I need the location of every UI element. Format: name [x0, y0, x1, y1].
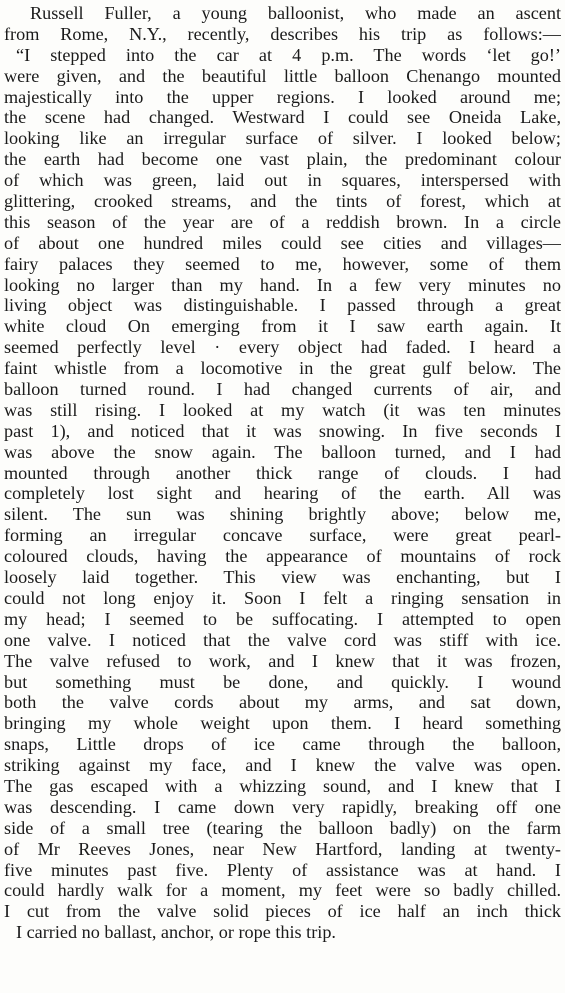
- text-line: but something must be done, and quickly. I wound: [4, 671, 561, 692]
- text-line: The valve refused to work, and I knew that it was frozen,: [4, 650, 561, 671]
- text-line: fairy palaces they seemed to me, however, some of them: [4, 253, 561, 274]
- text-line: looking like an irregular surface of silver. I looked below;: [4, 128, 561, 149]
- text-line: my head; I seemed to be suffocating. I attempted to open: [4, 608, 561, 629]
- text-line: Russell Fuller, a young balloonist, who made an ascent: [30, 3, 561, 23]
- text-line: were given, and the beautiful little balloon Chenango mounted: [4, 65, 561, 86]
- text-line: seemed perfectly level · every object had faded. I heard a: [4, 337, 561, 358]
- text-line: this season of the year are of a reddish brown. In a circle: [4, 211, 561, 232]
- text-line: could not long enjoy it. Soon I felt a ringing sensation in: [4, 587, 561, 608]
- text-line: living object was distinguishable. I passed through a great: [4, 295, 561, 316]
- text-line: of about one hundred miles could see cities and villages—: [4, 232, 561, 253]
- text-line: striking against my face, and I knew the valve was open.: [4, 755, 561, 776]
- text-line: the earth had become one vast plain, the predominant colour: [4, 149, 561, 170]
- text-line: “I stepped into the car at 4 p.m. The words ‘let go!’: [16, 44, 561, 65]
- text-line: of Mr Reeves Jones, near New Hartford, landing at twenty-: [4, 838, 561, 859]
- text-line: white cloud On emerging from it I saw earth again. It: [4, 316, 561, 337]
- text-line: faint whistle from a locomotive in the great gulf below. The: [4, 358, 561, 379]
- article-body: [4, 3, 561, 943]
- text-line: looking no larger than my hand. In a few very minutes no: [4, 274, 561, 295]
- text-line: forming an irregular concave surface, were great pearl-: [4, 525, 561, 546]
- text-line: side of a small tree (tearing the balloon badly) on the farm: [4, 817, 561, 838]
- text-line: mounted through another thick range of clouds. I had: [4, 462, 561, 483]
- text-line: bringing my whole weight upon them. I heard something: [4, 713, 561, 734]
- text-line: was descending. I came down very rapidly, breaking off one: [4, 796, 561, 817]
- text-line: silent. The sun was shining brightly above; below me,: [4, 504, 561, 525]
- text-line: of which was green, laid out in squares, interspersed with: [4, 170, 561, 191]
- text-line: past 1), and noticed that it was snowing. In five seconds I: [4, 420, 561, 441]
- text-line: coloured clouds, having the appearance of mountains of rock: [4, 546, 561, 567]
- text-line: glittering, crooked streams, and the tints of forest, which at: [4, 191, 561, 212]
- text-line: completely lost sight and hearing of the earth. All was: [4, 483, 561, 504]
- text-line: one valve. I noticed that the valve cord was stiff with ice.: [4, 629, 561, 650]
- text-line: was still rising. I looked at my watch (it was ten minutes: [4, 399, 561, 420]
- text-line: was above the snow again. The balloon turned, and I had: [4, 441, 561, 462]
- text-line: I cut from the valve solid pieces of ice half an inch thick: [4, 901, 561, 922]
- text-line: the scene had changed. Westward I could see Oneida Lake,: [4, 107, 561, 128]
- text-line: loosely laid together. This view was enchanting, but I: [4, 567, 561, 588]
- text-line: I carried no ballast, anchor, or rope this trip.: [16, 922, 336, 943]
- text-line: both the valve cords about my arms, and sat down,: [4, 692, 561, 713]
- text-line: could hardly walk for a moment, my feet were so badly chilled.: [4, 880, 561, 901]
- text-line: balloon turned round. I had changed currents of air, and: [4, 379, 561, 400]
- text-line: majestically into the upper regions. I looked around me;: [4, 86, 561, 107]
- text-line: The gas escaped with a whizzing sound, and I knew that I: [4, 775, 561, 796]
- text-line: snaps, Little drops of ice came through the balloon,: [4, 734, 561, 755]
- text-line: from Rome, N.Y., recently, describes his trip as follows:—: [4, 23, 561, 44]
- text-line: five minutes past five. Plenty of assistance was at hand. I: [4, 859, 561, 880]
